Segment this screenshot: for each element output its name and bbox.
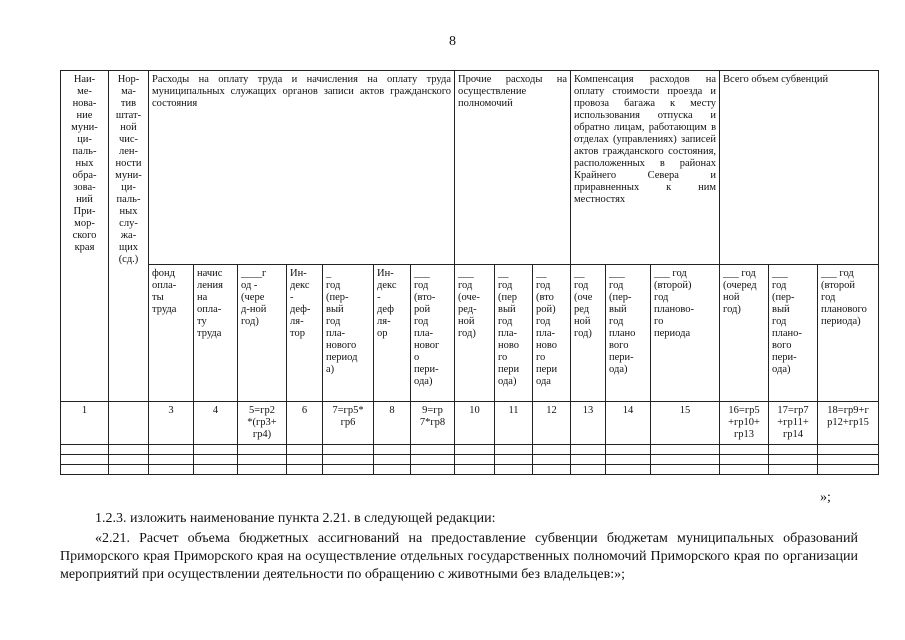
column-number-cell: 7=гр5* гр6 <box>323 402 374 445</box>
column-number-cell <box>109 402 149 445</box>
subheader-cell: Ин- декс - деф- ля- тор <box>287 265 323 402</box>
column-number-cell: 17=гр7 +гр11+ гр14 <box>769 402 818 445</box>
subheader-cell: _ год (пер- вый год пла- нового период а) <box>323 265 374 402</box>
subheader-cell: __ год (вто рой) год пла- ново го пери ода <box>533 265 571 402</box>
subheader-cell: ___ год (пер- вый год плано- вого пери- ода) <box>769 265 818 402</box>
empty-table-row <box>61 465 879 475</box>
column-number-cell: 4 <box>194 402 238 445</box>
empty-table-row <box>61 455 879 465</box>
subheader-cell: фонд опла- ты труда <box>149 265 194 402</box>
column-number-cell: 18=гр9+г р12+гр15 <box>818 402 879 445</box>
subheader-cell: начис ления на опла- ту труда <box>194 265 238 402</box>
header-compensation: Компенсация расходов на оплату стоимости проезда и провоза багажа к месту использования отпуска и обратно лицам, работающим в отделах (управлениях) записей актов гражданского состояния, расположенных в районах Крайнего Севера и приравненных к ним местностях <box>571 71 720 265</box>
column-number-cell: 6 <box>287 402 323 445</box>
column-number-cell: 16=гр5 +гр10+ гр13 <box>720 402 769 445</box>
amendment-text: «2.21. Расчет объема бюджетных ассигнований на предоставление субвенции бюджетам муниципальных образований Приморского края Приморского края на осуществление отдельных государственных полномочий Приморского края по организации мероприятий при осуществлении деятельности по обращению с животными без владельцев:»; <box>60 531 858 582</box>
column-number-cell: 10 <box>455 402 495 445</box>
column-number-cell: 15 <box>651 402 720 445</box>
subheader-cell: ___ год (оче- ред- ной год) <box>455 265 495 402</box>
column-number-cell: 1 <box>61 402 109 445</box>
header-staff-norm: Нор- ма- тив штат- ной чис- лен- ности муни- ци- паль- ных слу- жа- щих (сд.) <box>109 71 149 402</box>
subheader-cell: ___ год (второй) год планово- го периода <box>651 265 720 402</box>
header-other-costs: Прочие расходы на осуществление полномочий <box>455 71 571 265</box>
column-number-cell: 9=гр 7*гр8 <box>411 402 455 445</box>
column-number-cell: 13 <box>571 402 606 445</box>
subheader-cell: ___ год (пер- вый год плано вого пери- ода) <box>606 265 651 402</box>
header-total-subvention: Всего объем субвенций <box>720 71 879 265</box>
subheader-row <box>61 265 879 402</box>
subheader-cell: ____г од - (чере д-ной год) <box>238 265 287 402</box>
page-number: 8 <box>449 34 456 49</box>
column-number-cell: 12 <box>533 402 571 445</box>
subheader-cell: __ год (оче ред ной год) <box>571 265 606 402</box>
subheader-cell: Ин- декс - деф ля- ор <box>374 265 411 402</box>
header-municipality-name: Наи- ме- нова- ние муни- ци- паль- ных обра- зова- ний При- мор- ского края <box>61 71 109 402</box>
column-number-cell: 8 <box>374 402 411 445</box>
subheader-cell: ___ год (второй год планового периода) <box>818 265 879 402</box>
column-number-cell: 3 <box>149 402 194 445</box>
column-number-row <box>61 402 879 445</box>
amendment-instruction: 1.2.3. изложить наименование пункта 2.21. в следующей редакции: <box>95 511 496 526</box>
subheader-cell: ___ год (вто- рой год пла- новог о пери- ода) <box>411 265 455 402</box>
column-number-cell: 5=гр2 *(гр3+ гр4) <box>238 402 287 445</box>
empty-table-row <box>61 445 879 455</box>
column-number-cell: 11 <box>495 402 533 445</box>
subheader-cell: __ год (пер вый год пла- ново го пери ода) <box>495 265 533 402</box>
closing-quote: »; <box>820 490 831 505</box>
column-number-cell: 14 <box>606 402 651 445</box>
subheader-cell: ___ год (очеред ной год) <box>720 265 769 402</box>
subvention-table <box>60 70 879 475</box>
header-labor-costs: Расходы на оплату труда и начисления на оплату труда муниципальных служащих органов записи актов гражданского состояния <box>149 71 455 265</box>
